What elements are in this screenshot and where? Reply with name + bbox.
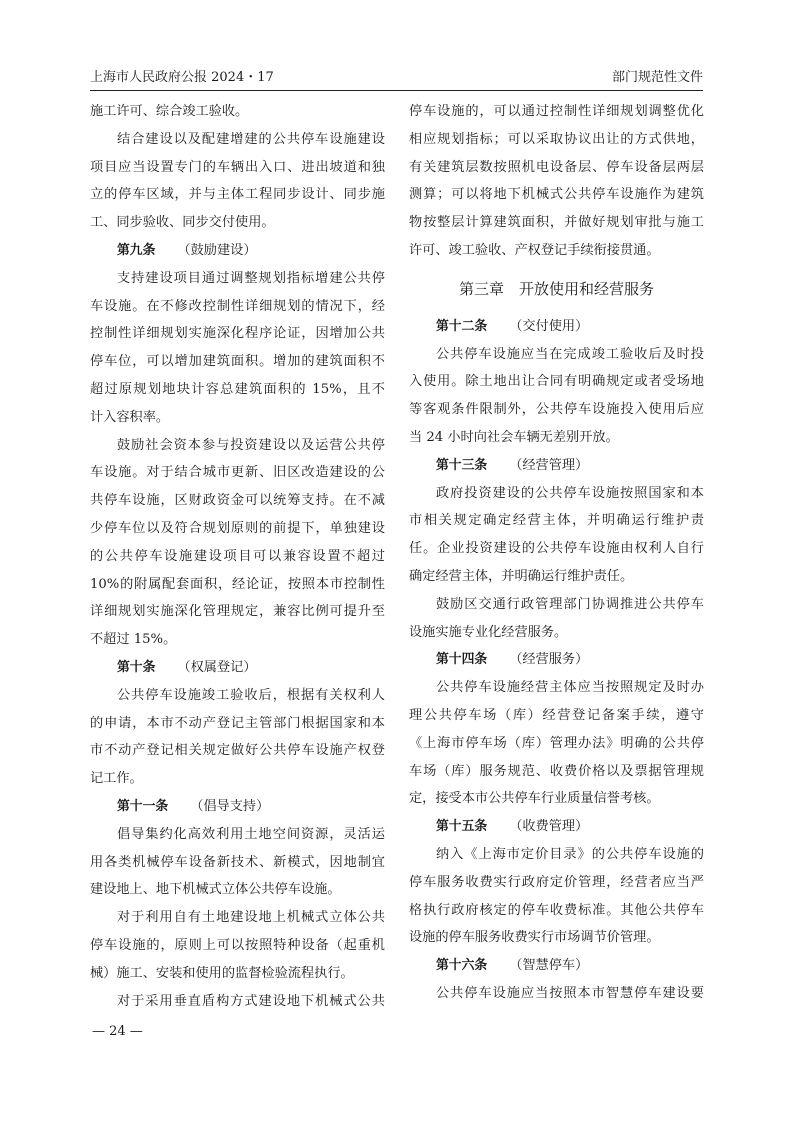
section-title: 部门规范性文件	[611, 70, 703, 85]
article-heading	[409, 454, 704, 482]
paragraph-line: 对于利用自有土地建设地上机械式立体公共	[117, 910, 385, 926]
paragraph-line: 设施的停车服务收费实行市场调节价管理。	[409, 930, 660, 946]
paragraph-line: 支持建设项目通过调整规划指标增建公共停	[117, 270, 385, 286]
paragraph-line: 市相关规定确定经营主体，并明确运行维护责	[409, 513, 704, 529]
paragraph-line: 的申请，本市不动产登记主管部门根据国家和本	[90, 715, 385, 731]
paragraph-line: 的公共停车设施建设项目可以兼容设置不超过	[90, 548, 385, 564]
right-column	[409, 100, 704, 1010]
paragraph-line: 项目应当设置专门的车辆出入口、进出坡道和独	[90, 159, 385, 175]
paragraph-line: 倡导集约化高效利用土地空间资源，灵活运	[117, 826, 385, 842]
paragraph-line: 立的停车区域，并与主体工程同步设计、同步施	[90, 187, 385, 203]
paragraph-line: 物按整层计算建筑面积，并做好规划审批与施工	[409, 215, 704, 231]
paragraph-line: 共停车设施，区财政资金可以统筹支持。在不减	[90, 493, 385, 509]
running-header	[90, 64, 703, 91]
article-number: 第十条	[117, 659, 156, 675]
paragraph-line: 当 24 小时向社会车辆无差别开放。	[409, 429, 619, 445]
paragraph-line: 车场（库）服务规范、收费价格以及票据管理规	[409, 763, 704, 779]
paragraph-line: 停车服务收费实行政府定价管理，经营者应当严	[409, 874, 704, 890]
paragraph-line: 停车位，可以增加建筑面积。增加的建筑面积不	[90, 354, 385, 370]
paragraph-line: 控制性详细规划实施深化程序论证，因增加公共	[90, 326, 385, 342]
article-subject: （权属登记）	[177, 659, 257, 675]
paragraph-line: 政府投资建设的公共停车设施按照国家和本	[436, 485, 704, 501]
paragraph-line: 理公共停车场（库）经营登记备案手续，遵守	[409, 707, 704, 723]
paragraph-line: 测算；可以将地下机械式公共停车设施作为建筑	[409, 187, 704, 203]
article-subject: （倡导支持）	[190, 798, 270, 814]
article-number: 第十五条	[436, 819, 488, 835]
paragraph-line: 相应规划指标；可以采取协议出让的方式供地，	[409, 131, 704, 147]
paragraph-line: 市不动产登记相关规定做好公共停车设施产权登	[90, 743, 385, 759]
paragraph-line: 等客观条件限制外，公共停车设施投入使用后应	[409, 402, 704, 418]
chapter-heading: 第三章 开放使用和经营服务	[458, 279, 654, 298]
paragraph-line: 纳入《上海市定价目录》的公共停车设施的	[436, 846, 704, 862]
paragraph-line: 车设施。在不修改控制性详细规划的情况下，经	[90, 298, 385, 314]
article-subject: （交付使用）	[509, 318, 589, 334]
paragraph-line: 结合建设以及配建增建的公共停车设施建设	[117, 131, 385, 147]
paragraph-line: 用各类机械停车设备新技术、新模式，因地制宜	[90, 854, 385, 870]
paragraph-line: 鼓励区交通行政管理部门协调推进公共停车	[436, 596, 704, 612]
paragraph-line: 详细规划实施深化管理规定，兼容比例可提升至	[90, 604, 385, 620]
paragraph-line: 10%的附属配套面积，经论证，按照本市控制性	[90, 576, 385, 592]
paragraph-line: 停车设施的，原则上可以按照特种设备（起重机	[90, 937, 385, 953]
paragraph-line: 不超过 15%。	[90, 632, 177, 648]
article-subject: （智慧停车）	[509, 958, 589, 974]
paragraph-line: 格执行政府核定的停车收费标准。其他公共停车	[409, 902, 704, 918]
paragraph-line: 计入容积率。	[90, 409, 170, 425]
article-subject: （经营管理）	[509, 457, 589, 473]
paragraph-line: 械）施工、安装和使用的监督检验流程执行。	[90, 965, 354, 981]
paragraph-line: 设施实施专业化经营服务。	[409, 624, 568, 640]
article-heading	[90, 795, 385, 823]
paragraph-line: 定，接受本市公共停车行业质量信誉考核。	[409, 791, 660, 807]
paragraph-line: 施工许可、综合竣工验收。	[90, 104, 249, 119]
article-heading	[409, 954, 704, 982]
paragraph-line: 《上海市停车场（库）管理办法》明确的公共停	[409, 735, 704, 751]
paragraph-line: 许可、竣工验收、产权登记手续衔接贯通。	[409, 242, 660, 258]
paragraph-line: 有关建筑层数按照机电设备层、停车设备层两层	[409, 159, 704, 175]
paragraph-line: 入使用。除土地出让合同有明确规定或者受场地	[409, 374, 704, 390]
article-number: 第十六条	[436, 958, 488, 974]
paragraph-line: 对于采用垂直盾构方式建设地下机械式公共	[117, 993, 385, 1009]
paragraph-line: 鼓励社会资本参与投资建设以及运营公共停	[117, 437, 385, 453]
article-heading	[90, 239, 385, 267]
paragraph-line: 确定经营主体，并明确运行维护责任。	[409, 568, 634, 584]
article-subject: （经营服务）	[509, 652, 589, 668]
paragraph-line: 超过原规划地块计容总建筑面积的 15%，且不	[90, 381, 385, 397]
article-subject: （收费管理）	[509, 819, 589, 835]
article-number: 第十三条	[436, 457, 488, 473]
page-number: — 24 —	[92, 1024, 143, 1039]
article-subject: （鼓励建设）	[177, 242, 257, 258]
paragraph-line: 少停车位以及符合规划原则的前提下，单独建设	[90, 520, 385, 536]
paragraph-line: 车设施。对于结合城市更新、旧区改造建设的公	[90, 465, 385, 481]
article-heading	[409, 815, 704, 843]
article-number: 第九条	[117, 242, 156, 258]
paragraph-line: 任。企业投资建设的公共停车设施由权利人自行	[409, 541, 704, 557]
article-number: 第十二条	[436, 318, 488, 334]
paragraph-line: 记工作。	[90, 771, 143, 787]
paragraph-line: 公共停车设施经营主体应当按照规定及时办	[436, 680, 704, 696]
publication-title: 上海市人民政府公报 2024・17	[90, 70, 274, 85]
paragraph-line: 建设地上、地下机械式立体公共停车设施。	[90, 882, 341, 898]
paragraph-line: 公共停车设施应当在完成竣工验收后及时投	[436, 346, 704, 362]
article-number: 第十四条	[436, 652, 488, 668]
article-heading	[409, 315, 704, 343]
article-number: 第十一条	[117, 798, 169, 814]
article-heading	[409, 648, 704, 676]
left-column	[90, 100, 385, 1017]
paragraph-line: 公共停车设施竣工验收后，根据有关权利人	[117, 687, 385, 703]
article-heading	[90, 656, 385, 684]
paragraph-line: 公共停车设施应当按照本市智慧停车建设要	[436, 985, 704, 1001]
paragraph-line: 停车设施的，可以通过控制性详细规划调整优化	[409, 104, 704, 119]
paragraph-line: 工、同步验收、同步交付使用。	[90, 215, 275, 231]
